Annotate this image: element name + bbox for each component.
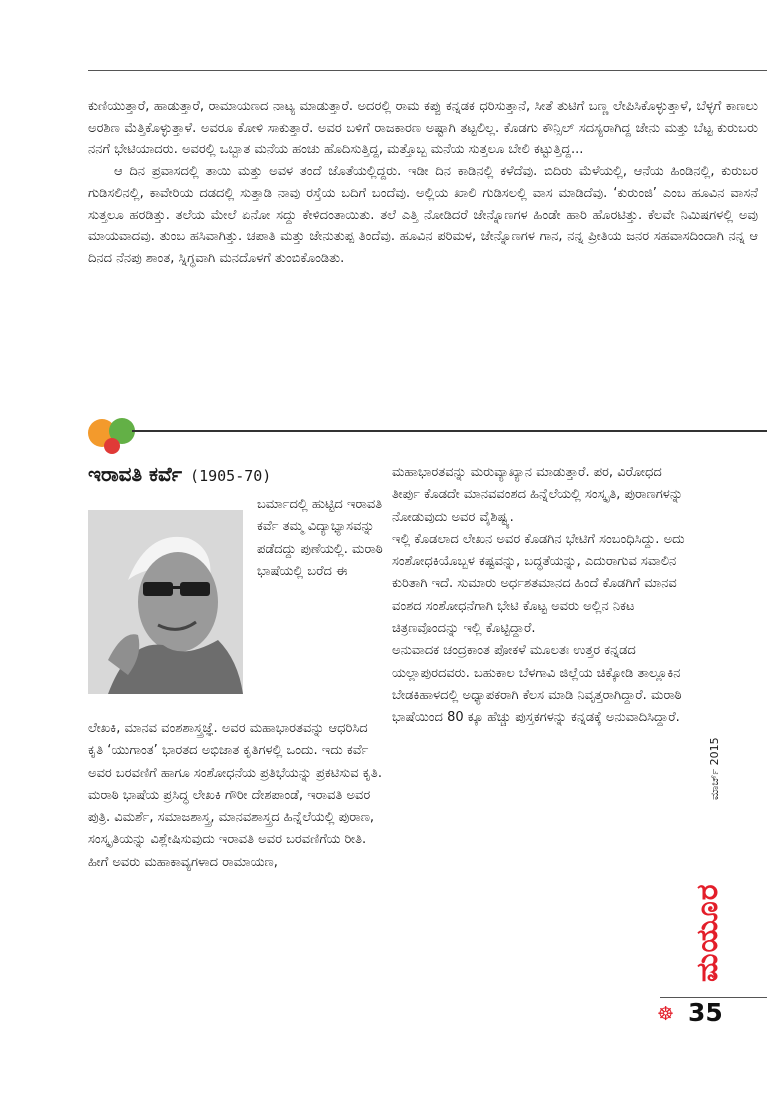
divider-line — [132, 430, 767, 432]
bio-left-column: ಲೇಖಕಿ, ಮಾನವ ವಂಶಶಾಸ್ತ್ರಜ್ಞೆ. ಅವರ ಮಹಾಭಾರತವನ್ನು ಆಧರಿಸಿದ ಕೃತಿ ‘ಯುಗಾಂತ’ ಭಾರತದ ಅಭಿಜಾತ ಕೃತಿಗಳಲ್ಲಿ ಒಂದು. ಇದು ಕರ್ವೆ ಅವರ ಬರವಣಿಗೆ ಹಾಗೂ ಸಂಶೋಧನೆಯ ಪ್ರತಿಭೆಯನ್ನು ಪ್ರಕಟಿಸುವ ಕೃತಿ. ಮರಾಠಿ ಭಾಷೆಯ ಪ್ರಸಿದ್ಧ ಲೇಖಕಿ ಗೌರೀ ದೇಶಪಾಂಡೆ, ಇರಾವತಿ ಅವರ ಪುತ್ರಿ. ವಿಮರ್ಶೆ, ಸಮಾಜಶಾಸ್ತ್ರ, ಮಾನವಶಾಸ್ತ್ರದ ಹಿನ್ನೆಲೆಯಲ್ಲಿ ಪುರಾಣ, ಸಂಸ್ಕೃತಿಯನ್ನು ವಿಶ್ಲೇಷಿಸುವುದು ಇರಾವತಿ ಅವರ ಬರವಣಿಗೆಯ ರೀತಿ. ಹೀಗೆ ಅವರು ಮಹಾಕಾವ್ಯಗಳಾದ ರಾಮಾಯಣ, — [88, 721, 382, 870]
page-number: 35 — [688, 998, 723, 1027]
issue-date: ಮಾರ್ಚ್ 2015 — [708, 737, 721, 800]
article-continuation — [88, 96, 758, 270]
top-rule — [88, 70, 767, 71]
section-divider — [88, 418, 767, 456]
article-paragraph-1: ಕುಣಿಯುತ್ತಾರೆ, ಹಾಡುತ್ತಾರೆ, ರಾಮಾಯಣದ ನಾಟ್ಯ ಮಾಡುತ್ತಾರೆ. ಅದರಲ್ಲಿ ರಾಮ ಕಪ್ಪು ಕನ್ನಡಕ ಧರಿಸುತ್ತಾನೆ, ಸೀತೆ ತುಟಿಗೆ ಬಣ್ಣ ಲೇಪಿಸಿಕೊಳ್ಳುತ್ತಾಳೆ, ಬೆಳ್ಳಗೆ ಕಾಣಲು ಅರಶಿಣ ಮೆತ್ತಿಕೊಳ್ಳುತ್ತಾಳೆ. ಅವರೂ ಕೋಳಿ ಸಾಕುತ್ತಾರೆ. ಅವರ ಬಳಿಗೆ ರಾಜಕಾರಣ ಅಷ್ಟಾಗಿ ತಟ್ಟಲಿಲ್ಲ. ಕೊಡಗು ಕೌನ್ಸಿಲ್ ಸದಸ್ಯರಾಗಿದ್ದ ಜೇನು ಮತ್ತು ಬೆಟ್ಟ ಕುರುಬರು ನನಗೆ ಭೇಟಿಯಾದರು. ಅವರಲ್ಲಿ ಒಬ್ಬಾತ ಮನೆಯ ಹಂಚು ಹೊದಿಸುತ್ತಿದ್ದ, ಮತ್ತೊಬ್ಬ ಮನೆಯ ಸುತ್ತಲೂ ಬೇಲಿ ಕಟ್ಟುತ್ತಿದ್ದ... — [88, 99, 758, 158]
portrait-image — [88, 510, 243, 694]
bio-right-paragraph-1: ಮಹಾಭಾರತವನ್ನು ಮರುವ್ಯಾಖ್ಯಾನ ಮಾಡುತ್ತಾರೆ. ಪರ, ವಿರೋಧದ ತೀರ್ಪು ಕೊಡದೇ ಮಾನವವಂಶದ ಹಿನ್ನೆಲೆಯಲ್ಲಿ ಸಂಸ್ಕೃತಿ, ಪುರಾಣಗಳನ್ನು ನೋಡುವುದು ಅವರ ವೈಶಿಷ್ಟ್ಯ. — [392, 465, 683, 525]
bio-wrap-text: ಬರ್ಮಾದಲ್ಲಿ ಹುಟ್ಟಿದ ಇರಾವತಿ ಕರ್ವೆ ತಮ್ಮ ವಿದ್ಯಾಭ್ಯಾಸವನ್ನು ಪಡೆದದ್ದು ಪುಣೆಯಲ್ಲಿ. ಮರಾಠಿ ಭಾಷೆಯಲ್ಲಿ ಬರೆದ ಈ — [257, 497, 383, 579]
bio-right-paragraph-3: ಅನುವಾದಕ ಚಂದ್ರಕಾಂತ ಪೋಕಳೆ ಮೂಲತಃ ಉತ್ತರ ಕನ್ನಡದ ಯಲ್ಲಾಪುರದವರು. ಬಹುಕಾಲ ಬೆಳಗಾವಿ ಜಿಲ್ಲೆಯ ಚಿಕ್ಕೋಡಿ ತಾಲ್ಲೂಕಿನ ಬೇಡಕಿಹಾಳದಲ್ಲಿ ಅಧ್ಯಾಪಕರಾಗಿ ಕೆಲಸ ಮಾಡಿ ನಿವೃತ್ತರಾಗಿದ್ದಾರೆ. ಮರಾಠಿ ಭಾಷೆಯಿಂದ 80 ಕ್ಕೂ ಹೆಚ್ಚು ಪುಸ್ತಕಗಳನ್ನು ಕನ್ನಡಕ್ಕೆ ಅನುವಾದಿಸಿದ್ದಾರೆ. — [392, 643, 682, 726]
red-dot-icon — [104, 438, 120, 454]
bio-right-column — [392, 462, 692, 730]
author-years: (1905-70) — [190, 467, 272, 485]
author-heading — [88, 462, 271, 486]
bio-right-paragraph-2: ಇಲ್ಲಿ ಕೊಡಲಾದ ಲೇಖನ ಅವರ ಕೊಡಗಿನ ಭೇಟಿಗೆ ಸಂಬಂಧಿಸಿದ್ದು. ಅದು ಸಂಶೋಧಕಿಯೊಬ್ಬಳ ಕಷ್ಟವನ್ನು, ಬದ್ಧತೆಯನ್ನು, ಎದುರಾಗುವ ಸವಾಲಿನ ಕುರಿತಾಗಿ ಇದೆ. ಸುಮಾರು ಅರ್ಧಶತಮಾನದ ಹಿಂದೆ ಕೊಡಗಿಗೆ ಮಾನವ ವಂಶದ ಸಂಶೋಧನೆಗಾಗಿ ಭೇಟಿ ಕೊಟ್ಟ ಅವರು ಅಲ್ಲಿನ ನಿಕಟ ಚಿತ್ರಣವೊಂದನ್ನು ಇಲ್ಲಿ ಕೊಟ್ಟಿದ್ದಾರೆ. — [392, 531, 685, 637]
magazine-logo: ಮಯೂರ — [690, 883, 725, 982]
author-name: ಇರಾವತಿ ಕರ್ವೆ — [88, 462, 183, 486]
author-portrait — [88, 510, 243, 694]
ship-wheel-icon: ☸ — [657, 1003, 675, 1025]
article-paragraph-2: ಆ ದಿನ ಪ್ರವಾಸದಲ್ಲಿ ತಾಯಿ ಮತ್ತು ಅವಳ ತಂದೆ ಜೊತೆಯಲ್ಲಿದ್ದರು. ಇಡೀ ದಿನ ಕಾಡಿನಲ್ಲಿ ಕಳೆದೆವು. ಬಿದಿರು ಮೆಳೆಯಲ್ಲಿ, ಆನೆಯ ಹಿಂಡಿನಲ್ಲಿ, ಕುರುಬರ ಗುಡಿಸಲಿನಲ್ಲಿ, ಕಾವೇರಿಯ ದಡದಲ್ಲಿ ಸುತ್ತಾಡಿ ನಾವು ರಸ್ತೆಯ ಬದಿಗೆ ಬಂದೆವು. ಅಲ್ಲಿಯ ಖಾಲಿ ಗುಡಿಸಲಲ್ಲಿ ವಾಸ ಮಾಡಿದೆವು. ‘ಕುರುಂಜಿ’ ಎಂಬ ಹೂವಿನ ವಾಸನೆ ಸುತ್ತಲೂ ಹರಡಿತ್ತು. ತಲೆಯ ಮೇಲೆ ಏನೋ ಸದ್ದು ಕೇಳಿದಂತಾಯಿತು. ತಲೆ ಎತ್ತಿ ನೋಡಿದರೆ ಜೇನ್ನೊಣಗಳ ಹಿಂಡೇ ಹಾರಿ ಹೊರಟಿತ್ತು. ಕೆಲವೇ ನಿಮಿಷಗಳಲ್ಲಿ ಅವು ಮಾಯವಾದವು. ತುಂಬ ಹಸಿವಾಗಿತ್ತು. ಚಪಾತಿ ಮತ್ತು ಜೇನುತುಪ್ಪ ತಿಂದೆವು. ಹೂವಿನ ಪರಿಮಳ, ಜೇನ್ನೊಣಗಳ ಗಾನ, ನನ್ನ ಪ್ರೀತಿಯ ಜನರ ಸಹವಾಸದಿಂದಾಗಿ ನನ್ನ ಆ ದಿನದ ನೆನಪು ಶಾಂತ, ಸ್ನಿಗ್ಧವಾಗಿ ಮನದೊಳಗೆ ತುಂಬಿಕೊಂಡಿತು. — [88, 164, 758, 266]
